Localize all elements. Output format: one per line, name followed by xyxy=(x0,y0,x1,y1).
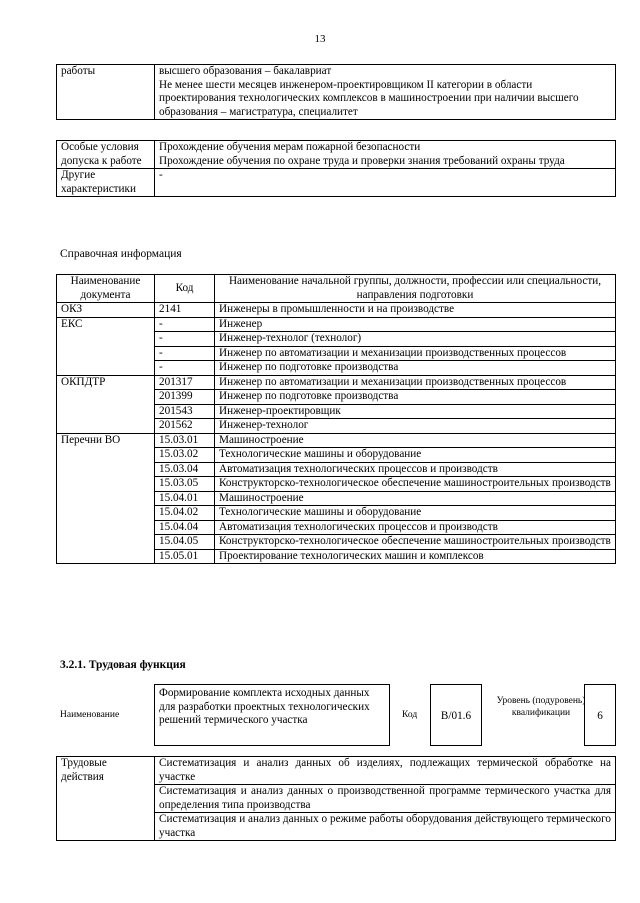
name-cell: Инженер xyxy=(215,317,616,332)
row-label: Особые условия допуска к работе xyxy=(57,141,155,169)
row-content: - xyxy=(155,169,616,197)
name-cell: Инженер-проектировщик xyxy=(215,404,616,419)
table-row xyxy=(57,375,616,390)
action-cell: Систематизация и анализ данных о режиме работы оборудования действующего термического участка xyxy=(155,813,616,841)
reference-title: Справочная информация xyxy=(60,248,182,260)
conditions-table xyxy=(56,140,616,197)
document-cell: ОКЗ xyxy=(57,303,155,318)
header-name: Наименование начальной группы, должности, профессии или специальности, направления подготовки xyxy=(215,275,616,303)
content-line: Прохождение обучения по охране труда и проверки знания требований охраны труда xyxy=(159,154,565,167)
code-cell: 15.03.05 xyxy=(155,477,215,492)
name-cell: Автоматизация технологических процессов и производств xyxy=(215,520,616,535)
code-cell: - xyxy=(155,332,215,347)
document-cell: ОКПДТР xyxy=(57,375,155,433)
code-cell: 15.04.01 xyxy=(155,491,215,506)
page-number: 13 xyxy=(314,33,326,45)
action-cell: Систематизация и анализ данных о производственной программе термического участка для определения типа производства xyxy=(155,785,616,813)
content-line: Прохождение обучения мерам пожарной безопасности xyxy=(159,141,421,153)
code-cell: 15.04.04 xyxy=(155,520,215,535)
code-cell: 15.04.05 xyxy=(155,535,215,550)
function-name-value: Формирование комплекта исходных данных для разработки проектных технологических решений термического участка xyxy=(154,684,390,746)
content-line: Не менее шести месяцев инженером-проектировщиком II категории в области проектирования технологических комплексов в машиностроении при наличии высшего образования – магистратура, специалитет xyxy=(159,78,579,118)
code-cell: 15.03.04 xyxy=(155,462,215,477)
header-code: Код xyxy=(155,275,215,303)
table-row xyxy=(57,141,616,169)
table-row xyxy=(57,757,616,785)
function-code-value: B/01.6 xyxy=(430,684,482,746)
function-name-label: Наименование xyxy=(60,710,120,720)
actions-table-body xyxy=(57,757,616,841)
code-cell: 15.04.02 xyxy=(155,506,215,521)
reference-table xyxy=(56,274,616,564)
code-cell: - xyxy=(155,346,215,361)
row-label: работы xyxy=(57,65,155,120)
name-cell: Инженер по автоматизации и механизации производственных процессов xyxy=(215,375,616,390)
function-header xyxy=(56,684,616,748)
name-cell: Технологические машины и оборудование xyxy=(215,506,616,521)
action-cell: Систематизация и анализ данных об изделиях, подлежащих термической обработке на участке xyxy=(155,757,616,785)
code-cell: 201317 xyxy=(155,375,215,390)
function-code-label: Код xyxy=(402,710,418,720)
name-cell: Автоматизация технологических процессов и производств xyxy=(215,462,616,477)
name-cell: Инженеры в промышленности и на производстве xyxy=(215,303,616,318)
code-cell: 15.03.02 xyxy=(155,448,215,463)
code-cell: - xyxy=(155,361,215,376)
table-row xyxy=(57,65,616,120)
code-cell: 15.03.01 xyxy=(155,433,215,448)
name-cell: Инженер-технолог xyxy=(215,419,616,434)
function-level-label: Уровень (подуровень) квалификации xyxy=(496,696,586,718)
code-cell: 2141 xyxy=(155,303,215,318)
name-cell: Машиностроение xyxy=(215,491,616,506)
name-cell: Инженер по автоматизации и механизации производственных процессов xyxy=(215,346,616,361)
document-cell: ЕКС xyxy=(57,317,155,375)
section-title: 3.2.1. Трудовая функция xyxy=(60,659,186,671)
name-cell: Инженер по подготовке производства xyxy=(215,390,616,405)
function-level-value: 6 xyxy=(584,684,616,746)
code-cell: 201399 xyxy=(155,390,215,405)
table-row xyxy=(57,169,616,197)
table-row xyxy=(57,433,616,448)
code-cell: 201562 xyxy=(155,419,215,434)
header-document: Наименование документа xyxy=(57,275,155,303)
code-cell: 201543 xyxy=(155,404,215,419)
name-cell: Машиностроение xyxy=(215,433,616,448)
name-cell: Проектирование технологических машин и комплексов xyxy=(215,549,616,564)
name-cell: Инженер по подготовке производства xyxy=(215,361,616,376)
reference-table-body xyxy=(57,303,616,564)
code-cell: 15.05.01 xyxy=(155,549,215,564)
name-cell: Технологические машины и оборудование xyxy=(215,448,616,463)
row-content xyxy=(155,65,616,120)
name-cell: Инженер-технолог (технолог) xyxy=(215,332,616,347)
actions-table xyxy=(56,756,616,841)
table-row xyxy=(57,317,616,332)
document-cell: Перечни ВО xyxy=(57,433,155,564)
content-line: высшего образования – бакалавриат xyxy=(159,65,332,77)
row-content xyxy=(155,141,616,169)
row-label: Другие характеристики xyxy=(57,169,155,197)
experience-table xyxy=(56,64,616,120)
table-row xyxy=(57,303,616,318)
code-cell: - xyxy=(155,317,215,332)
name-cell: Конструкторско-технологическое обеспечение машиностроительных производств xyxy=(215,535,616,550)
actions-label: Трудовые действия xyxy=(57,757,155,841)
table-header-row xyxy=(57,275,616,303)
name-cell: Конструкторско-технологическое обеспечение машиностроительных производств xyxy=(215,477,616,492)
